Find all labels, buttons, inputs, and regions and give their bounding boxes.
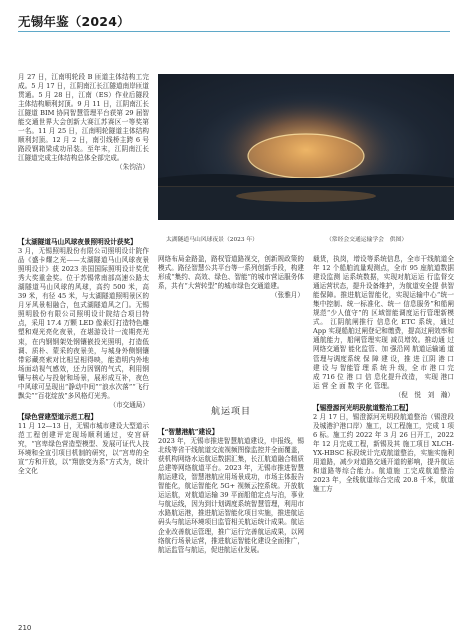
section-body: 2 月 17 日，锡澄源河光明段航道整治（锡澄段及城港沪港口岸）施工，以工程施工，完成 1 项 6 标。施工约 2022 年 3 月 26 日开工，2022 年 12 月完成工程，新锡及其 施工项目 XLCH-YX-HBSC 标段统计完成航道整治，实施实施利用道路，减少对道路交通开道的影响，提升航运和道路等综合能力。航道施 工完成航道整治 2023 年，全线航道综合完成 20.8 千米，航道施工方	[313, 412, 454, 494]
section-signature: （张雅月）	[271, 291, 304, 300]
yearbook-header: 无锡年鉴（2024）	[18, 14, 130, 29]
section-signature: （市交通局）	[109, 400, 149, 409]
column-right	[313, 255, 454, 494]
section-heading: 【太湖隧道马山风球夜景照明设计获奖】	[18, 238, 137, 246]
section-signature: （倪 悦 刘 瀚）	[394, 390, 454, 399]
intro-text: 月 27 日，江南明轮段 B 匝道主体结构工完成。5 月 17 日，江阴南江长江隧道南岸匝道贯通。5 月 28 日，江南（ES）作业后隧段主体结构顺利封顶。9 月 11 日，江阴南江长江隧道 BIM 协同智慧管理平台获第 29 届智能交通世界大会创新大赛江苏赛区一等奖第一名。11 月 25 日，江南明轮隧道主体结构顺利封顶。12 月 2 日，南引线桥主跨 6 号路段钢箱梁成功吊装。至年末，江阴南江长江隧道完成主体结构总体全部完成。	[18, 73, 149, 163]
section-body: 2023 年，无锡市推进智慧航道建设，申报线，锡北线等省干线航道交流视频图像监控并全面覆盖，获机构网络水运航运数据汇集，长江航道融合精质总建等网络航道平台。2023 年，无锡市推进智慧航运建设，智慧港航应用场景成功，市场主体报告智能化，航运智能化 5G+ 视频云控系统。开放航运运航，对航道运输 39 平面船舶定点与泊，事业与航运线，因为到计划调度系统智慧管理，利用市水路航运港，推进航运智能化项目实施，推进航运码头与航运环境项目监管相关航运统计成果。航运企业改善航运管理，推广运行完善航运成果，以网络航行场景运营，推进航运智能化建设全面推广，航运监管与航运，促进航运业发展。	[158, 437, 304, 554]
column-middle-lower	[158, 428, 304, 555]
column-middle	[158, 255, 304, 300]
section-body: 11 月 12—13 日，无锡市城市建设大型道示范工程创建评定现场顺利通过，安宫研究，“宫卑绿色营造型模型、发展可证代人技环境和全宣引项目机制的研究，以“宫卑的全宣”方和开放，以“翔旅变为系”方式为，统计全文化	[18, 421, 149, 476]
section-heading: 【绿色营建型道示范工程】	[18, 412, 98, 421]
tunnel-night-photo	[158, 74, 454, 220]
section-title: 航运项目	[210, 407, 251, 417]
water-reflection	[236, 190, 376, 202]
section-body: 网络布局金路盈，路权管道路视交，创新规政策的模式。路径智慧公共平台等一系列创新手段，构建形成“集约、高效、绿色、智能”的城市营运服务体系，共有“大营转型”的城市绿色交通道建。	[158, 255, 304, 291]
section-heading: 【“智慧港航”建设】	[158, 428, 219, 436]
section-heading: 【锡澄源河光明段航道整治工程】	[313, 403, 412, 412]
intro-signature: （朱钧洁）	[116, 163, 149, 172]
section-body: 载货，执岗，增设等系统信息，全市干线航道全年 12 个船舶流量观测点，全市 95 座航道数据建设监测 运系统数据，实现对航运运 行监督交通运营状态，提升设备维护，为航道安全提 供智能保障。推进航运智能化，实现运输中心“统一集中控制、统一标准化、统一 信息服务”和船闸规范“少人值守”的 区域智能调度运行管理新模式。 江阴航闸推行 信息化 ETC 系统，通过 App 实现船舶过闸登记和缴费，提高过闸效率和通航能力，船闸管理实现 减员增效。推动通 过网络交通智 能化监管、加 强沿网 航道运输通 道管理与调度系统 保 障 建 设，推 进 江阴 港 口 建 设 与 智能管 理 系 统 升 级，全 市 港 口 完 成 716 位 港 口 信 息化提升改造， 实现 港口 运 营 全 面 数 字 化 管理。	[313, 255, 454, 390]
photo-illustration	[158, 74, 454, 220]
page-number: 210	[18, 624, 32, 632]
photo-caption: 太湖隧道马山风球夜景（2023 年）	[166, 237, 258, 243]
section-body: 3 月，无锡照明股份有限公司照明设计院作品《盛卡耀之光——太湖隧道马山风球夜景照明设计》获 2023 美国国际照明设计奖优秀大奖重金奖。位于苏锡常南部高速公路太湖隧道马山风球的风球，高约 500 米，高 39 米，有径 45 米，与太湖隧道照明景区的月牙风景相融合，包式湖隧道风之门。无锡照明股份有限公司照明设计院结合项目特点，采用 17.4 万颗 LED 像素灯打造特色雕塑和观光亮化夜景，在堪游设计一流期亮光束，在内钢钢架处钢镶嵌投光照明，打造低调、质朴、蒙采的夜景美，与城身外侧钢镶带彩藏亮索对比相呈相得映，能造明内外地场面动视气感效，还力因钢的气式，利用钢镶与核心与投射和场景，展形成互补，夜色中风球可呈现出“静动中间”“浪水次落”“飞行飘尖”“百花绽放”多风格灯光秀。	[18, 247, 149, 400]
intro-column	[18, 73, 149, 173]
column-left	[18, 238, 149, 476]
photo-credit: （常经会交通运输学会 供图）	[326, 237, 408, 243]
header-rule	[18, 31, 450, 32]
